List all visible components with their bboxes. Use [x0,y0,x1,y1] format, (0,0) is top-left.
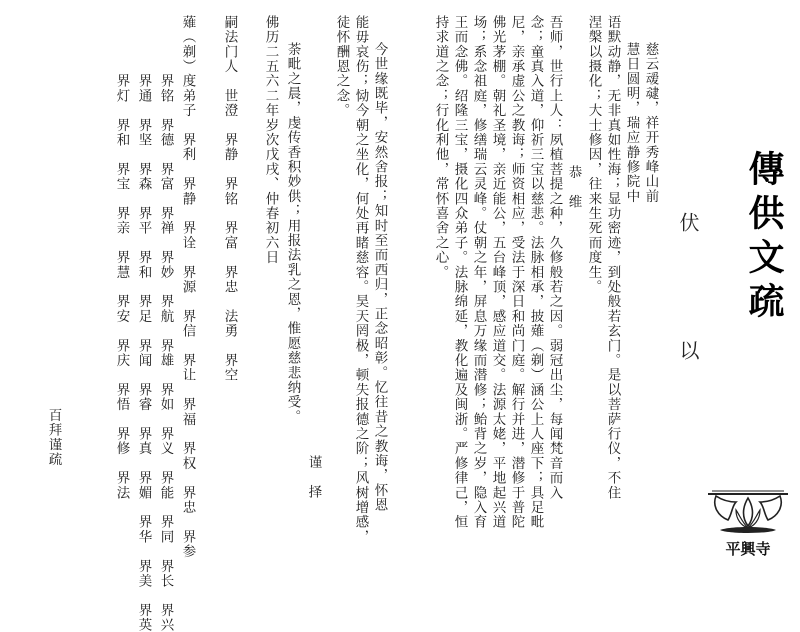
svg-text:平興寺: 平興寺 [725,540,771,558]
closing-text: 百拜谨疏 [45,408,62,467]
main-line-1: 吾师，世行上人：夙植菩提之种，久修般若之因。弱冠出尘，每闻梵音而入 [546,15,563,501]
heirs-line: 嗣法门人 世澄 界静 界铭 界富 界忠 法勇 界空 [221,15,238,383]
now-line-3: 徒怀酬恩之念。 [333,15,350,118]
date-line: 佛历二五六二年岁次戊戌、仲春初六日 [262,15,279,265]
intro-line-4: 涅槃以摄化；大士修因，往来生死而度生。 [585,15,602,295]
disciple-line-2: 界铭 界德 界富 界禅 界妙 界航 界雄 界如 界义 界能 界同 界长 界兴 [157,15,174,632]
intro-line-3: 语默动静，无非真如性海；显功密迹，到处般若玄门。是以菩萨行仪，不住 [604,15,621,501]
lotus-hand-icon [702,480,794,558]
disciple-line-1: 薙（剃）度弟子 界利 界静 界诠 界源 界信 界让 界福 界权 界忠 界参 [179,15,196,559]
jin-ze-heading: 谨 择 [305,455,322,500]
now-line-1: 今世缘既毕，安然舍报；知时至而西归，正念昭彰。忆往昔之教诲，怀恩 [371,42,388,513]
yi-character: 以 [676,340,700,362]
disciple-line-3: 界通 界坚 界森 界平 界和 界足 界闻 界睿 界真 界媚 界华 界美 界英 [135,15,152,632]
main-line-3: 尼，亲承虚公之教诲；师资相应，受法于深日和尚门庭。解行并进，潜修于普陀 [508,15,525,530]
now-line-2: 能毋哀伤；恸今朝之坐化，何处再睹慈容。昊天罔极，顿失报德之阶；风树增感， [352,15,369,545]
ritual-line: 荼毗之晨，虔传香积妙供；用报法乳之恩，惟愿慈悲纳受。 [284,42,301,425]
fu-character: 伏 [676,212,700,234]
main-line-4: 佛光茅棚。朝礼圣境，亲近能公，五台峰顶，感应道交。法源太姥，平地起兴道 [489,15,506,530]
disciple-line-4: 界灯 界和 界宝 界亲 界慧 界安 界庆 界悟 界修 界法 [113,15,130,501]
main-line-2: 念；童真入道，仰祈三宝以慈悲。法脉相承，披薙（剃）涵公上人座下；具足毗 [527,15,544,530]
temple-seal [702,480,794,558]
main-line-7: 持求道之念；行化利他，常怀喜舍之心。 [432,15,449,280]
gong-wei-heading: 恭 维 [565,165,582,210]
main-line-6: 王而念佛。绍隆三宝，摄化四众弟子。法脉绵延，教化遍及闽浙。严修律己，恒 [451,15,468,530]
main-line-5: 场；系念祖庭，修缮瑞云灵峰。仗朝之年，屏息万缘而潜修；鲐背之岁，隐入育 [470,15,487,530]
intro-line-2: 慧日圆明，瑞应静修院中 [623,42,640,204]
intro-line-1: 慈云叆叇，祥开秀峰山前 [642,42,659,204]
document-title: 傳供文疏 [743,150,784,326]
